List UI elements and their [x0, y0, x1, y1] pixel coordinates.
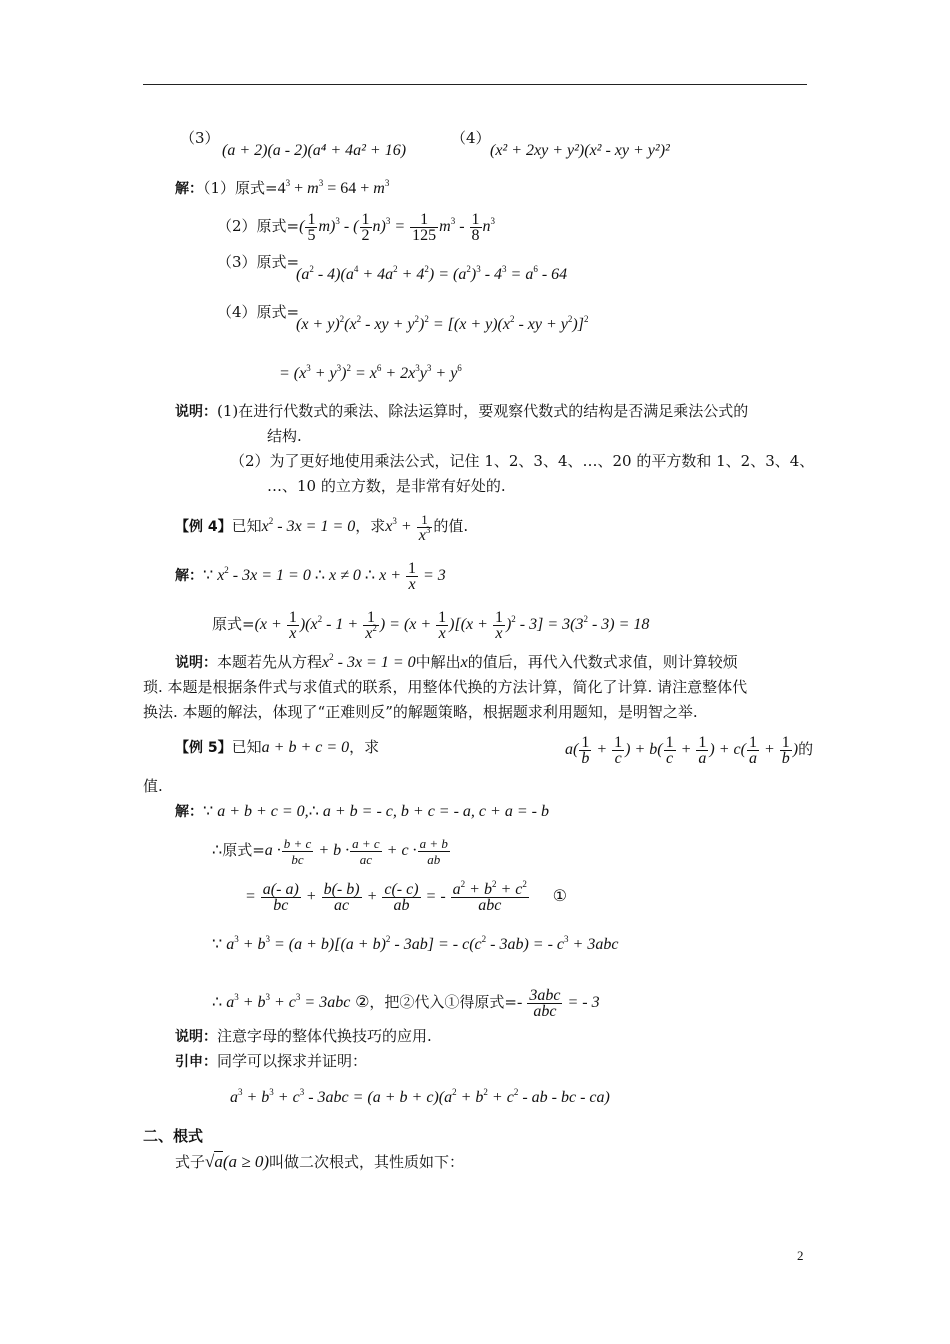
- solution-3-label: （3）原式=: [217, 253, 300, 271]
- example-5-step1: ∴原式=a · $\frac{b + c}{bc}$ + b · $\frac{a + c}{ac}$ + c · $\frac{a + b}{ab}$: [212, 836, 448, 867]
- problem-4-label: （4）: [451, 129, 491, 147]
- page-number: 2: [797, 1248, 804, 1263]
- extension-identity: $a^3 + b^3 + c^3 - 3abc = (a + b + c)(a^2 + b^2 + c^2$ - ab - bc - ca): [230, 1087, 610, 1106]
- example-5-note: 说明：注意字母的整体代换技巧的应用.: [175, 1027, 432, 1045]
- problem-3-expr: (a + 2)(a - 2)(a⁴ + 4a² + 16): [222, 142, 407, 159]
- example-5-step3: ∵ $a^3 + b^3 = (a + b)[(a + b)^2 - 3ab]$ = - $c(c^2 - 3ab)$ = - $c^3 + 3abc$: [212, 934, 619, 953]
- solution-4-expr-cont: = $(x^3 + y^3)^2 = x^6 + 2x^3y^3 + y^6$: [279, 363, 462, 382]
- section-2-text: 式子√a(a ≥ 0)叫做二次根式，其性质如下：: [175, 1152, 465, 1171]
- solution-1: 解：（1）原式$=4^3 + m^3 = 64 + m^3$: [175, 178, 390, 197]
- section-2-heading: 二、根式: [143, 1127, 204, 1145]
- example-5-target-expr: a( $\frac{1}{b}$ + $\frac{1}{c}$ ) + b( $\frac{1}{c}$ + $\frac{1}{a}$ ) + c( $\frac{1}{a}$ + $\frac{1}{b}$ )的: [565, 734, 814, 767]
- solution-4-label: （4）原式=: [217, 303, 300, 321]
- solution-3-expr: $(a^2 - 4)(a^4 + 4a^2 + 4^2) = (a^2)^3 - 4^3 = a^6 - 64$: [296, 264, 568, 283]
- example-5-solution: 解：∵ a + b + c = 0,∴ a + b = - c, b + c = - a, c + a = - b: [175, 803, 549, 820]
- example-5-step2: = $\frac{a(- a)}{bc}$ + $\frac{b(- b)}{ac}$ + $\frac{c(- c)}{ab}$ = - $a^2 + b^2 + c^2$ abc ①: [245, 879, 567, 914]
- note-2-cont: …、10 的立方数，是非常有好处的.: [267, 477, 506, 495]
- problem-3-label: （3）: [180, 129, 220, 147]
- example-5-step4: ∴ $a^3 + b^3 + c^3 = 3abc$ ②，把②代入①得原式=- 3abc abc = - 3: [212, 987, 600, 1020]
- example-4-calc: 原式=(x + $\frac{1}{x}$ )($x^2 - 1$ + $\frac{1}{x^2}$ ) = (x + $\frac{1}{x}$ )[(x + $\frac{1}{x}$ )$^2 - 3] = 3(3^2 - 3) = 18$: [212, 609, 650, 642]
- note-1-cont: 结构.: [267, 427, 302, 445]
- example-5-statement: 【例 5】已知a + b + c = 0，求: [175, 738, 380, 756]
- example-5-statement-cont: 值.: [143, 777, 163, 795]
- solution-4-expr: $(x + y)^2(x^2$ - xy + $y^2)^2 = [(x + y)(x^2$ - xy + $y^2)]^2$: [296, 314, 589, 333]
- example-4-note: 说明：本题若先从方程$x^2 - 3x = 1 = 0$中解出x的值后，再代入代数式求值，则计算较烦: [175, 652, 738, 671]
- note-2: （2）为了更好地使用乘法公式，记住 1、2、3、4、…、20 的平方数和 1、2、3、4、: [230, 452, 815, 470]
- example-4-solution: 解：∵ $x^2 - 3x = 1 = 0$ ∴ x ≠ 0 ∴ x + $\frac{1}{x}$ = 3: [175, 560, 446, 593]
- solution-2: （2）原式=( $\frac{1}{5}$ m)$^3$ - ( $\frac{1}{2}$ n)$^3$ = $\frac{1}{125}$ $m^3$ - $\frac{1}{8}$ $n^3$: [217, 211, 496, 244]
- problem-4-expr: (x² + 2xy + y²)(x² - xy + y²)²: [490, 142, 670, 159]
- example-4-statement: 【例 4】已知$x^2 - 3x = 1 = 0$，求$x^3$ + 1 $x^3$ 的值.: [175, 512, 469, 544]
- header-rule: [143, 84, 807, 85]
- example-4-note-cont: 琐. 本题是根据条件式与求值式的联系，用整体代换的方法计算，简化了计算. 请注意整体代: [143, 678, 748, 696]
- example-4-note-cont2: 换法. 本题的解法，体现了“正难则反”的解题策略，根据题求利用题知，是明智之举.: [143, 703, 698, 721]
- extension: 引申：同学可以探求并证明：: [175, 1052, 368, 1070]
- note-1: 说明：(1)在进行代数式的乘法、除法运算时，要观察代数式的结构是否满足乘法公式的: [175, 402, 749, 420]
